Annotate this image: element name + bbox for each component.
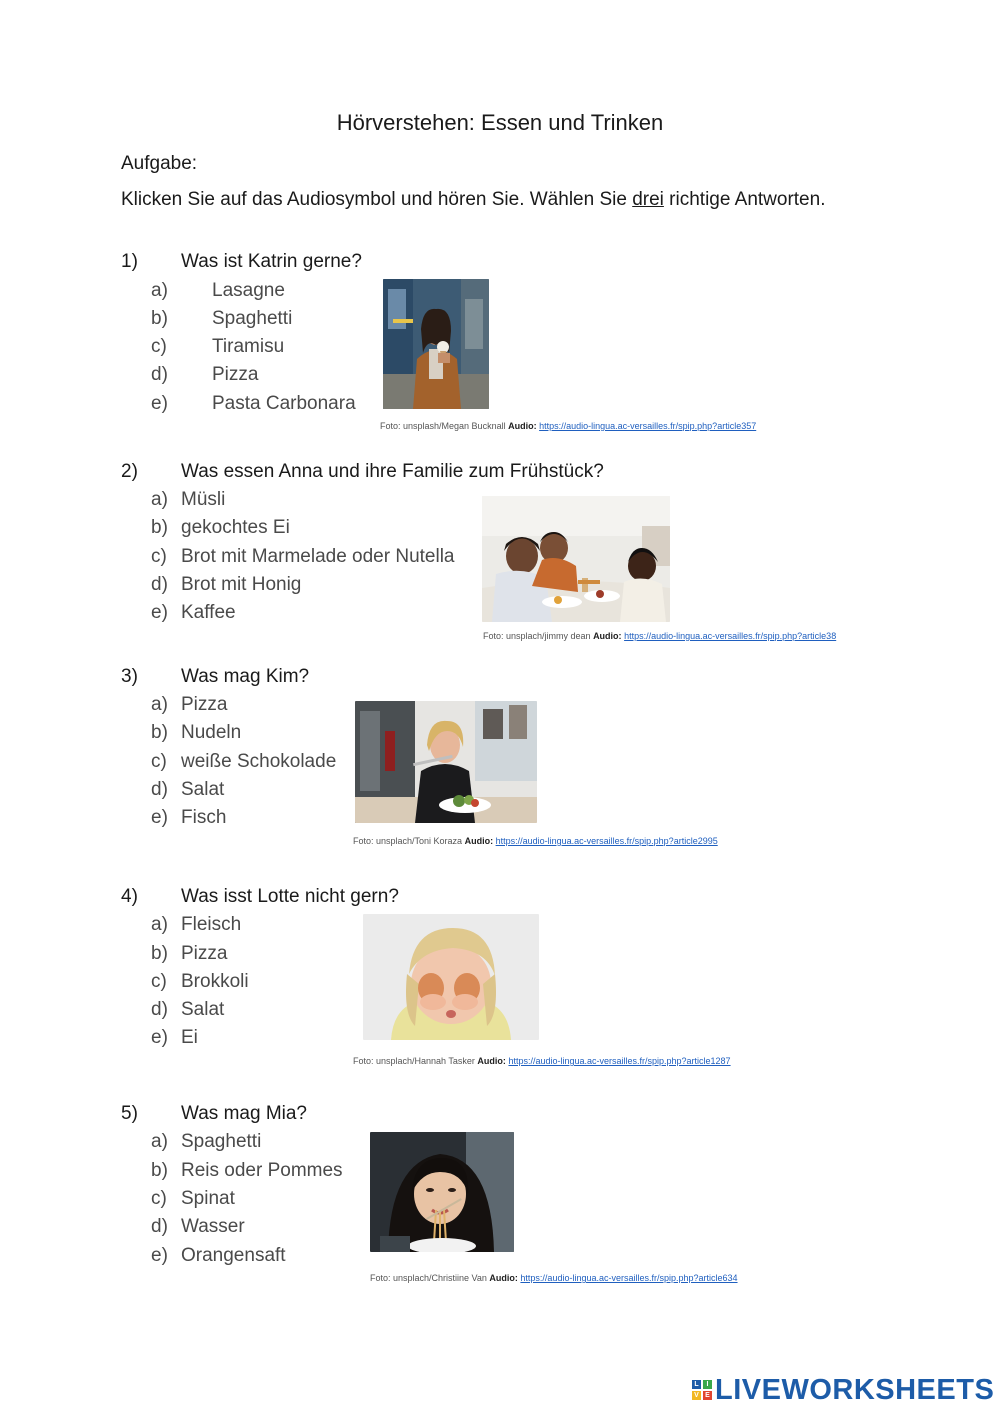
caption-credit: Foto: unsplach/Christiine Van — [370, 1273, 490, 1283]
question-number: 4) — [121, 886, 138, 907]
option-letter: d) — [151, 1216, 168, 1237]
caption-audio-label: Audio: — [464, 836, 494, 846]
question-text: Was ist Katrin gerne? — [181, 251, 362, 272]
instruction-after: richtige Antworten. — [663, 189, 826, 210]
option-letter: a) — [151, 694, 168, 715]
option-letter: d) — [151, 574, 168, 595]
option-letter: c) — [151, 971, 167, 992]
audio-link[interactable]: https://audio-lingua.ac-versailles.fr/spip.php?article1287 — [508, 1056, 731, 1066]
caption-audio-label: Audio: — [593, 631, 622, 641]
option-text[interactable]: Brokkoli — [181, 971, 249, 992]
option-letter: c) — [151, 546, 167, 567]
caption-audio-label: Audio: — [489, 1273, 518, 1283]
caption-credit: Foto: unsplach/Hannah Tasker — [353, 1056, 478, 1066]
option-letter: a) — [151, 914, 168, 935]
photo-caption — [353, 836, 718, 846]
option-text[interactable]: gekochtes Ei — [181, 517, 290, 538]
option-letter: b) — [151, 308, 168, 329]
option-text[interactable]: Pizza — [212, 364, 259, 385]
question-number: 3) — [121, 666, 138, 687]
instruction-underlined: drei — [632, 189, 664, 210]
option-letter: d) — [151, 999, 168, 1020]
option-letter: e) — [151, 602, 168, 623]
option-text[interactable]: Ei — [181, 1027, 198, 1048]
option-letter: e) — [151, 807, 168, 828]
option-letter: a) — [151, 1131, 168, 1152]
liveworksheets-logo — [692, 1373, 994, 1407]
option-letter: d) — [151, 364, 168, 385]
question-text: Was mag Mia? — [181, 1103, 307, 1124]
photo-woman-noodles — [370, 1132, 514, 1252]
option-letter: d) — [151, 779, 168, 800]
photo-caption — [483, 631, 836, 641]
option-letter: b) — [151, 722, 168, 743]
caption-audio-label: Audio: — [508, 421, 537, 431]
audio-link[interactable]: https://audio-lingua.ac-versailles.fr/spip.php?article38 — [624, 631, 837, 641]
option-text[interactable]: Tiramisu — [212, 336, 285, 357]
option-text[interactable]: Fleisch — [181, 914, 242, 935]
photo-woman-ice-cream — [383, 279, 489, 409]
option-letter: b) — [151, 943, 168, 964]
question-number: 5) — [121, 1103, 138, 1124]
option-text[interactable]: Kaffee — [181, 602, 236, 623]
logo-icon — [692, 1380, 712, 1400]
photo-family-breakfast — [482, 496, 670, 622]
page-title: Hörverstehen: Essen und Trinken — [336, 110, 664, 135]
option-text[interactable]: Lasagne — [212, 280, 285, 301]
option-text[interactable]: Wasser — [181, 1216, 245, 1237]
option-text[interactable]: Spaghetti — [212, 308, 293, 329]
option-text[interactable]: Brot mit Honig — [181, 574, 302, 595]
option-text[interactable]: Salat — [181, 779, 225, 800]
photo-caption — [380, 421, 756, 431]
instruction-before: Klicken Sie auf das Audiosymbol und hören Sie. Wählen Sie — [121, 189, 633, 210]
option-text[interactable]: Spaghetti — [181, 1131, 262, 1152]
photo-caption — [370, 1273, 738, 1283]
option-letter: e) — [151, 1027, 168, 1048]
question-number: 2) — [121, 461, 138, 482]
caption-credit: Foto: unsplach/Toni Koraza — [353, 836, 465, 846]
photo-girl-eggs — [363, 914, 539, 1040]
logo-block: E — [703, 1391, 712, 1400]
logo-block: V — [692, 1391, 701, 1400]
option-text[interactable]: Nudeln — [181, 722, 242, 743]
option-text[interactable]: Spinat — [181, 1188, 235, 1209]
audio-link[interactable]: https://audio-lingua.ac-versailles.fr/spip.php?article634 — [520, 1273, 738, 1283]
question-text: Was essen Anna und ihre Familie zum Frühstück? — [181, 461, 604, 482]
question-text: Was mag Kim? — [181, 666, 310, 687]
logo-block: I — [703, 1380, 712, 1389]
option-letter: b) — [151, 517, 168, 538]
option-letter: a) — [151, 489, 168, 510]
question-text: Was isst Lotte nicht gern? — [181, 886, 399, 907]
task-label: Aufgabe: — [121, 153, 198, 174]
option-letter: a) — [151, 280, 168, 301]
option-text[interactable]: Brot mit Marmelade oder Nutella — [181, 546, 455, 567]
option-text[interactable]: Pasta Carbonara — [212, 393, 356, 414]
option-letter: e) — [151, 393, 168, 414]
option-letter: c) — [151, 1188, 167, 1209]
photo-caption — [353, 1056, 731, 1066]
option-letter: b) — [151, 1160, 168, 1181]
caption-credit: Foto: unsplash/Megan Bucknall — [380, 421, 509, 431]
logo-text: LIVEWORKSHEETS — [715, 1373, 995, 1406]
question-number: 1) — [121, 251, 138, 272]
option-letter: c) — [151, 751, 167, 772]
option-text[interactable]: Orangensaft — [181, 1245, 286, 1266]
option-text[interactable]: Reis oder Pommes — [181, 1160, 343, 1181]
option-text[interactable]: Pizza — [181, 694, 228, 715]
option-text[interactable]: weiße Schokolade — [181, 751, 337, 772]
option-text[interactable]: Pizza — [181, 943, 228, 964]
audio-link[interactable]: https://audio-lingua.ac-versailles.fr/spip.php?article2995 — [495, 836, 718, 846]
option-text[interactable]: Müsli — [181, 489, 226, 510]
instruction-text — [121, 189, 825, 211]
photo-woman-salad — [355, 701, 537, 823]
option-text[interactable]: Fisch — [181, 807, 227, 828]
option-letter: e) — [151, 1245, 168, 1266]
caption-credit: Foto: unsplach/jimmy dean — [483, 631, 594, 641]
caption-audio-label: Audio: — [477, 1056, 506, 1066]
option-text[interactable]: Salat — [181, 999, 225, 1020]
audio-link[interactable]: https://audio-lingua.ac-versailles.fr/spip.php?article357 — [539, 421, 757, 431]
logo-block: L — [692, 1380, 701, 1389]
option-letter: c) — [151, 336, 167, 357]
